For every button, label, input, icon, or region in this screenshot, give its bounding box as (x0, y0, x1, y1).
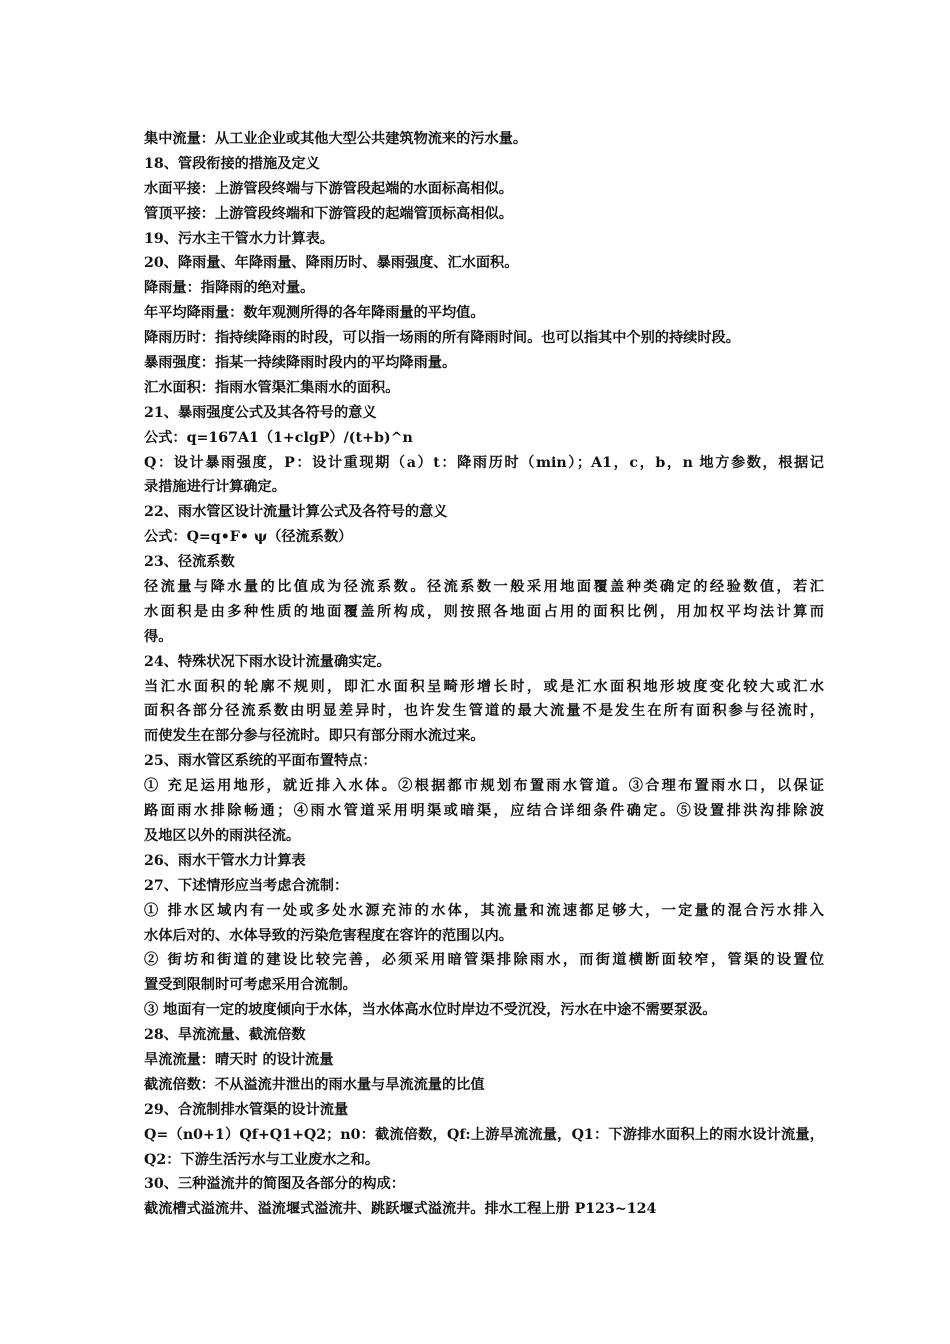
text-line: ① 充足运用地形，就近排入水体。②根据都市规划布置雨水管道。③合理布置雨水口，以保证 (144, 778, 824, 795)
text-line: 19、污水主干管水力计算表。 (144, 230, 334, 247)
text-line: Q2：下游生活污水与工业废水之和。 (144, 1151, 380, 1168)
text-line: 置受到限制时可考虑采用合流制。 (144, 977, 357, 994)
text-line: 水体后对的、水体导致的污染危害程度在容许的范围以内。 (144, 927, 513, 944)
text-line: ② 街坊和街道的建设比较完善，必须采用暗管渠排除雨水，而街道横断面较窄，管渠的设置位 (144, 952, 824, 969)
text-line: 集中流量：从工业企业或其他大型公共建筑物流来的污水量。 (144, 131, 528, 147)
text-line: 降雨历时：指持续降雨的时段，可以指一场雨的所有降雨时间。也可以指其中个别的持续时段。 (144, 330, 740, 347)
text-line: 降雨量：指降雨的绝对量。 (144, 280, 315, 297)
text-line: 录措施进行计算确定。 (144, 479, 286, 496)
text-line: 21、暴雨强度公式及其各符号的意义 (144, 404, 377, 421)
text-line: 公式：q=167A1（1+clgP）/(t+b)^n (144, 429, 413, 446)
text-line: 截流槽式溢流井、溢流堰式溢流井、跳跃堰式溢流井。排水工程上册 P123~124 (144, 1201, 657, 1218)
text-line: 得。 (144, 628, 173, 645)
text-line: 及地区以外的雨洪径流。 (144, 827, 301, 844)
text-line: 24、特殊状况下雨水设计流量确实定。 (144, 653, 391, 670)
text-line: 水面积是由多种性质的地面覆盖所构成，则按照各地面占用的面积比例，用加权平均法计算而 (144, 603, 824, 620)
text-line: 20、降雨量、年降雨量、降雨历时、暴雨强度、汇水面积。 (144, 255, 519, 272)
text-line: 年平均降雨量：数年观测所得的各年降雨量的平均值。 (144, 305, 485, 322)
text-line: ③ 地面有一定的坡度倾向于水体，当水体高水位时岸边不受沉没，污水在中途不需要泵汲。 (144, 1002, 717, 1019)
text-line: 旱流流量：晴天时 的设计流量 (144, 1051, 334, 1068)
text-line: 29、合流制排水管渠的设计流量 (144, 1101, 349, 1118)
text-line: 30、三种溢流井的简图及各部分的构成： (144, 1176, 405, 1193)
text-line: 公式：Q=q•F• ψ（径流系数） (144, 529, 353, 546)
document-page (144, 127, 824, 1222)
text-line: 而使发生在部分参与径流时。即只有部分雨水流过来。 (144, 728, 485, 745)
text-line: 径流量与降水量的比值成为径流系数。径流系数一般采用地面覆盖种类确定的经验数值，若汇 (144, 579, 824, 596)
text-line: 当汇水面积的轮廓不规则，即汇水面积呈畸形增长时，或是汇水面积地形坡度变化较大或汇水 (144, 678, 824, 695)
text-line: 管顶平接：上游管段终端和下游管段的起端管顶标高相似。 (144, 205, 513, 222)
text-line: 18、管段衔接的措施及定义 (144, 155, 320, 172)
text-line: 截流倍数：不从溢流井泄出的雨水量与旱流流量的比值 (144, 1076, 485, 1093)
text-line: 路面雨水排除畅通；④雨水管道采用明渠或暗渠，应结合详细条件确定。⑤设置排洪沟排除波 (144, 803, 824, 820)
text-line: 汇水面积：指雨水管渠汇集雨水的面积。 (144, 379, 400, 396)
text-line: 面积各部分径流系数由明显差异时，也许发生管道的最大流量不是发生在所有面积参与径流时， (144, 703, 824, 720)
text-line: 28、旱流流量、截流倍数 (144, 1027, 306, 1044)
text-line: 25、雨水管区系统的平面布置特点： (144, 753, 377, 770)
text-line: 水面平接：上游管段终端与下游管段起端的水面标高相似。 (144, 180, 513, 197)
text-line: 22、雨水管区设计流量计算公式及各符号的意义 (144, 504, 448, 521)
text-line: Q：设计暴雨强度，P：设计重现期（a）t：降雨历时（min）；A1，c，b，n 地方参数，根据记 (144, 454, 824, 471)
text-line: 23、径流系数 (144, 554, 235, 571)
text-line: Q=（n0+1）Qf+Q1+Q2；n0：截流倍数，Qf:上游旱流流量，Q1：下游排水面积上的雨水设计流量， (144, 1126, 824, 1143)
text-line: 27、下述情形应当考虑合流制： (144, 877, 349, 894)
text-line: 26、雨水干管水力计算表 (144, 852, 306, 869)
text-line: ① 排水区域内有一处或多处水源充沛的水体，其流量和流速都足够大，一定量的混合污水排入 (144, 902, 824, 919)
text-line: 暴雨强度：指某一持续降雨时段内的平均降雨量。 (144, 355, 457, 372)
